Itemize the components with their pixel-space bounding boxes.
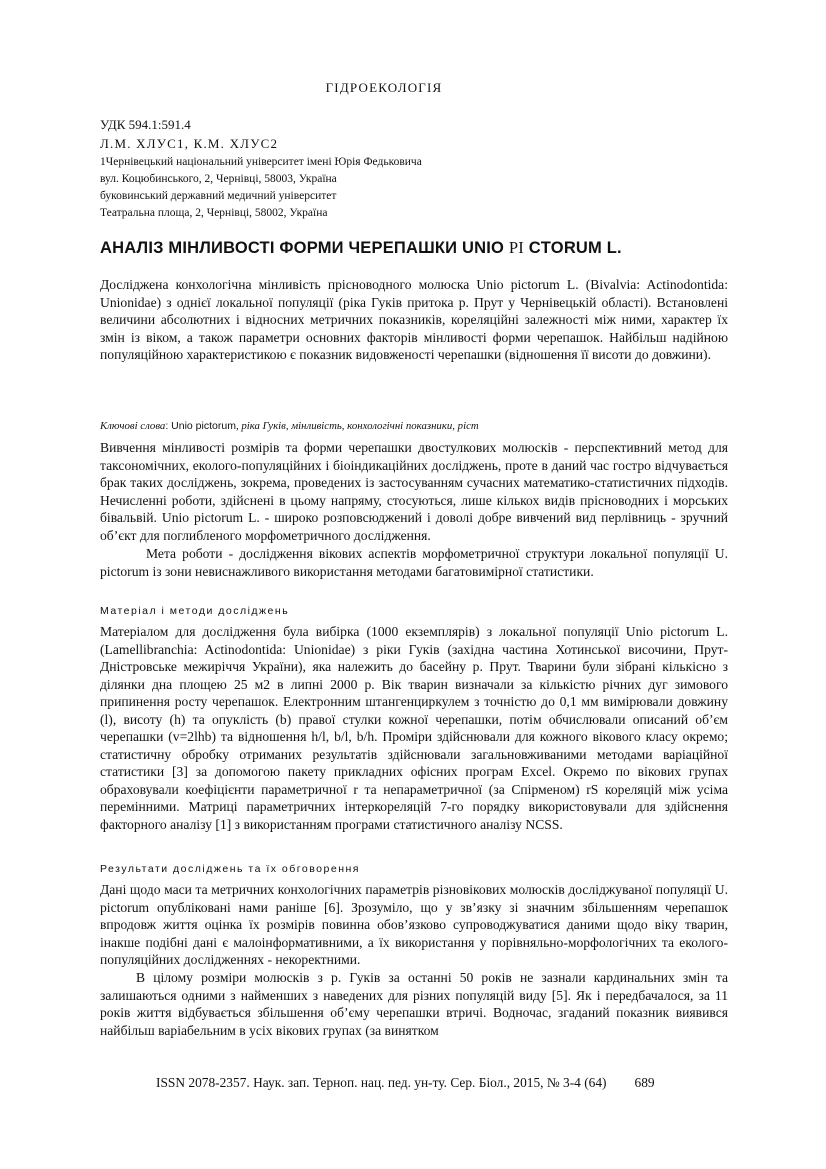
affiliation-2-address: Театральна площа, 2, Чернівці, 58002, Україна: [100, 207, 328, 219]
page-footer: [156, 1075, 655, 1091]
title-part-2: UNIO: [457, 239, 509, 257]
results-paragraph-1: Дані щодо маси та метричних конхологічних параметрів різновікових молюсків досліджуваної популяції U. pictorum опубліковані нами раніше [6]. Зрозуміло, що у зв’язку зі значним збільшенням черепашок впродовж життя оцінка їх розмірів повинна обов’язково супроводжуватися даними щодо віку тварин, інакше подібні дані є малоінформативними, а їх використання у порівняльно-морфологічних та еколого-популяційних дослідженнях - некоректними.: [100, 882, 728, 967]
title-part-3: PI: [508, 238, 524, 257]
keywords-species: Unio pictorum: [171, 420, 236, 432]
methods-heading: Матеріал і методи досліджень: [100, 605, 290, 617]
paper-title: [100, 238, 728, 258]
section-header: ГІДРОЕКОЛОГІЯ: [325, 80, 443, 95]
affiliation-1: 1Чернівецький національний університет імені Юрія Федьковича: [100, 156, 422, 168]
methods-paragraph: Матеріалом для дослідження була вибірка (1000 екземплярів) з локальної популяції Unio pictorum L. (Lamellibranchia: Actinodontida: Unionidae) з ріки Гуків (західна частина Хотинської височини, Прут-Дністровське межиріччя України), яка належить до басейну р. Прут. Тварини були зібрані кількісно з ділянки дна площею 25 м2 в липні 2000 р. Вік тварин визначали за кількістю річних дуг зимового припинення росту черепашок. Електронним штангенциркулем з точністю до 0,1 мм вимірювали довжину (l), висоту (h) та опуклість (b) правої стулки кожної черепашки, потім обчислювали описаний об’єм черепашки (v=2lhb) та відношення h/l, b/l, b/h. Проміри здійснювали для кожного вікового класу окремо; статистичну обробку отриманих результатів здійснювали загальновживаними методами варіаційної статистики [3] за допомогою пакету прикладних офісних програм Excel. Окремо по вікових групах обраховували коефіцієнти параметричної r та непараметричної (за Спірменом) rS кореляцій між усіма перемінними. Матриці параметричних інтеркореляцій 7-го порядку використовували для здійснення факторного аналізу [1] з використанням програми статистичного аналізу NCSS.: [100, 624, 728, 832]
abstract: Досліджена конхологічна мінливість прісноводного молюска Unio pictorum L. (Bivalvia: Actinodontida: Unionidae) з однієї локальної популяції (ріка Гуків притока р. Прут у Чернівецькій області). Встановлені величини абсолютних і відносних метричних показників, кореляційні залежності між ними, характер їх змін із віком, а також параметри основних факторів мінливості форми черепашок. Найбільш надійною популяційною характеристикою є показник видовженості черепашки (відношення її висоти до довжини).: [100, 277, 728, 362]
keywords-label: Ключові слова: [100, 420, 166, 432]
affiliation-2: буковинський державний медичний університет: [100, 190, 337, 202]
keywords: [100, 420, 479, 432]
aim-text: Мета роботи - дослідження вікових аспектів морфометричної структури локальної популяції U. pictorum із зони невиснажливого використання методами багатовимірної статистики.: [100, 546, 728, 579]
keywords-rest: , ріка Гуків, мінливість, конхологічні показники, ріст: [235, 420, 479, 432]
udc-code: УДК 594.1:591.4: [100, 117, 191, 132]
title-part-1: АНАЛІЗ МІНЛИВОСТІ ФОРМИ ЧЕРЕПАШКИ: [100, 239, 458, 257]
aim-paragraph: [100, 545, 728, 580]
results-paragraph-2-text: В цілому розміри молюсків з р. Гуків за останні 50 років не зазнали кардинальних змін та залишаються одними з найменших з наведених для різних популяцій виду [5]. Як і передбачалося, за 11 років життя відбувається збільшення об’єму черепашки втричі. Водночас, згаданий показник виявився найбільш варіабельним в усіх вікових групах (за винятком: [100, 970, 728, 1038]
affiliation-1-address: вул. Коцюбинського, 2, Чернівці, 58003, Україна: [100, 173, 337, 185]
results-heading: Результати досліджень та їх обговорення: [100, 863, 360, 875]
journal-footer: ISSN 2078-2357. Наук. зап. Терноп. нац. пед. ун-ту. Сер. Біол., 2015, № 3-4 (64): [156, 1075, 607, 1090]
results-paragraph-2: [100, 969, 728, 1039]
intro-paragraph: Вивчення мінливості розмірів та форми черепашки двостулкових молюсків - перспективний метод для таксономічних, еколого-популяційних і біоіндикаційних досліджень, проте в даний час гостро відчувається брак таких досліджень, зокрема, проведених із застосуванням сучасних математико-статистичних підходів. Нечисленні роботи, здійснені в цьому напряму, стосуються, лише кількох видів прісноводних і морських бівальвій. Unio pictorum L. - широко розповсюджений і доволі добре вивчений вид перлівниць - зручний об’єкт для поглибленого морфометричного дослідження.: [100, 440, 728, 543]
keywords-sep: :: [165, 420, 172, 432]
title-part-4: CTORUM L.: [523, 239, 622, 257]
page-number: 689: [634, 1075, 655, 1090]
authors: Л.М. ХЛУС1, К.М. ХЛУС2: [100, 136, 279, 151]
